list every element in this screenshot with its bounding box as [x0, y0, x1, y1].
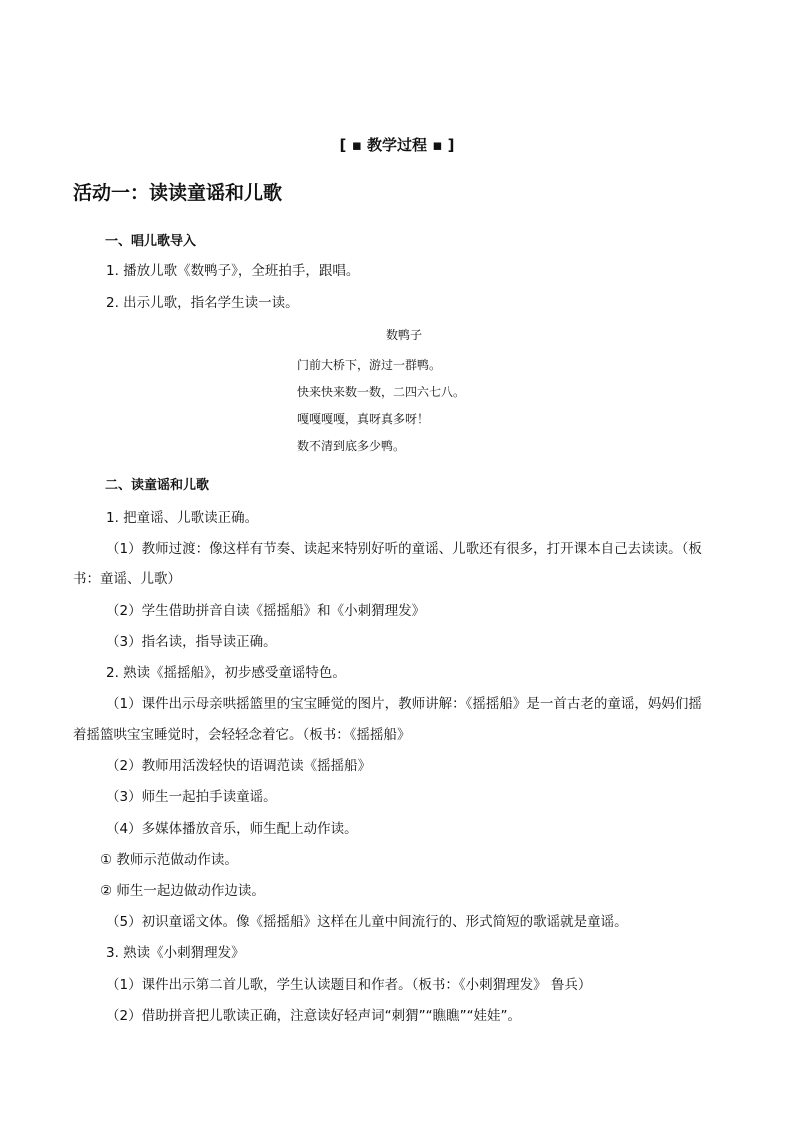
- section2-line-2: （1）教师过渡：像这样有节奏、读起来特别好听的童谣、儿歌还有很多，打开课本自己去读读。（板: [106, 541, 702, 557]
- section2-line-11: （4）多媒体播放音乐，师生配上动作读。: [106, 821, 358, 837]
- section2-line-6: 2. 熟读《摇摇船》，初步感受童谣特色。: [106, 665, 346, 681]
- section1-step-1: 1. 播放儿歌《数鸭子》，全班拍手，跟唱。: [106, 263, 360, 279]
- section1-heading: 一、唱儿歌导入: [105, 234, 197, 249]
- poem-title: 数鸭子: [386, 328, 423, 342]
- section2-line-5: （3）指名读，指导读正确。: [106, 634, 277, 650]
- section1-step-2: 2. 出示儿歌，指名学生读一读。: [106, 295, 299, 311]
- section2-line-15: 3. 熟读《小刺猬理发》: [106, 945, 245, 961]
- section2-line-1: 1. 把童谣、儿歌读正确。: [106, 510, 259, 526]
- section2-line-4: （2）学生借助拼音自读《摇摇船》和《小刺猬理发》: [106, 603, 426, 619]
- section2-line-14: （5）初识童谣文体。像《摇摇船》这样在儿童中间流行的、形式简短的歌谣就是童谣。: [106, 914, 628, 930]
- section2-line-9: （2）教师用活泼轻快的语调范读《摇摇船》: [106, 758, 372, 774]
- section2-heading: 二、读童谣和儿歌: [105, 478, 210, 493]
- poem-line-3: 嘎嘎嘎嘎，真呀真多呀！: [297, 412, 430, 426]
- section2-line-13: ② 师生一起边做动作边读。: [100, 883, 265, 899]
- poem-line-2: 快来快来数一数，二四六七八。: [297, 385, 466, 399]
- activity-title: 活动一：读读童谣和儿歌: [73, 182, 283, 204]
- section2-line-3: 书：童谣、儿歌）: [73, 571, 181, 587]
- section2-line-7: （1）课件出示母亲哄摇篮里的宝宝睡觉的图片，教师讲解：《摇摇船》是一首古老的童谣，妈妈们摇: [106, 696, 702, 712]
- section2-line-12: ① 教师示范做动作读。: [100, 852, 238, 868]
- poem-line-1: 门前大桥下，游过一群鸭。: [297, 358, 442, 372]
- section2-line-8: 着摇篮哄宝宝睡觉时，会轻轻念着它。（板书：《摇摇船》: [73, 727, 411, 743]
- poem-line-4: 数不清到底多少鸭。: [297, 439, 406, 453]
- section2-line-10: （3）师生一起拍手读童谣。: [106, 789, 277, 805]
- section2-line-17: （2）借助拼音把儿歌读正确，注意读好轻声词“刺猬”“瞧瞧”“娃娃”。: [106, 1008, 522, 1024]
- section-banner: [ ▪ 教学过程 ▪ ]: [339, 136, 455, 154]
- section2-line-16: （1）课件出示第二首儿歌，学生认读题目和作者。（板书：《小刺猬理发》 鲁兵）: [106, 977, 592, 993]
